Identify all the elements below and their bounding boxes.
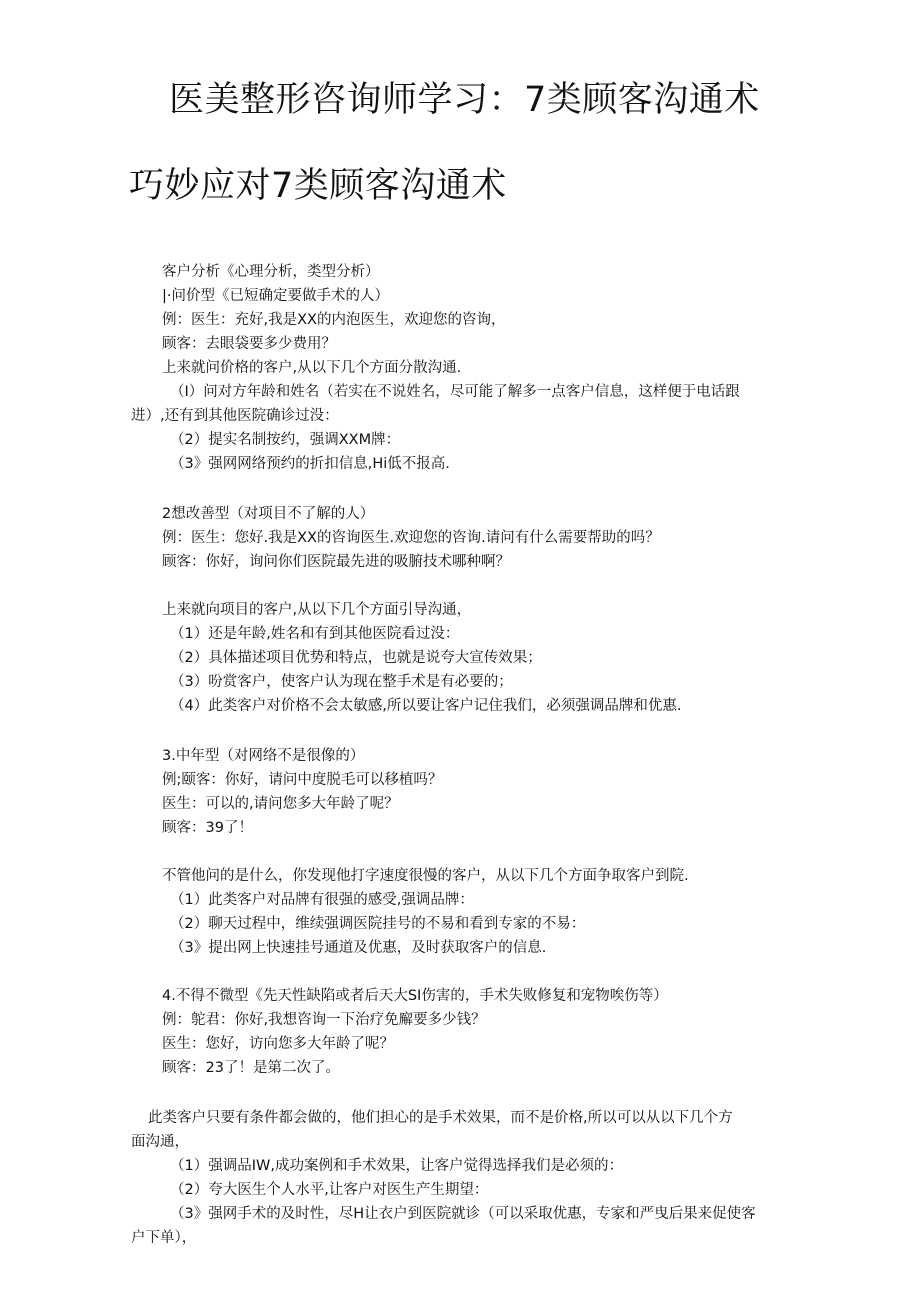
text-line: 上来就问价格的客户,从以下几个方面分散沟通.: [162, 360, 462, 376]
text-line: 进）,还有到其他医院确诊过没：: [131, 408, 339, 424]
text-line: （2）聊天过程中，维续强调医院挂号的不易和看到专家的不易：: [170, 916, 586, 932]
text-line: （4）此类客户对价格不会太敏感,所以要让客户记住我们，必须强调品牌和优惠.: [170, 698, 682, 714]
section-heading: 3.中年型（对网络不是很像的）: [162, 748, 365, 764]
text-line: 面沟通，: [131, 1134, 189, 1150]
text-line: 户下单），: [131, 1230, 197, 1246]
text-line: （3）吩赏客户，使客户认为现在整手术是有必要的；: [170, 674, 513, 690]
text-line: 顾客：39了！: [162, 820, 253, 836]
text-line: 顾客：去眼袋要多少费用？: [162, 336, 336, 352]
text-line: 顾客：你好，询问你们医院最先进的吸腑技术哪种啊？: [162, 554, 510, 570]
text-line: 此类客户只要有条件都会做的，他们担心的是手术效果，而不是价格,所以可以从以下几个方: [148, 1110, 733, 1126]
text-line: （3》强网网络预约的折扣信息,Hi低不报高.: [170, 456, 450, 472]
section-heading: 4.不得不微型《先天性缺陷或者后天大SI伤害的，手术失败修复和宠物唉伤等）: [162, 988, 668, 1004]
text-line: （1）还是年龄,姓名和有到其他医院看过没：: [170, 626, 460, 642]
section-heading: 2想改善型（对项目不了解的人）: [162, 506, 375, 522]
text-line: 例：医生：您好.我是XX的咨询医生.欢迎您的咨询.请问有什么需要帮助的吗？: [162, 530, 660, 546]
text-line: 不管他问的是什么，你发现他打字速度很慢的客户，从以下几个方面争取客户到院.: [162, 868, 689, 884]
text-line: （3》强网手术的及时性，尽H让衣户到医院就诊（可以采取优惠，专家和严曳后果来促使客: [170, 1206, 756, 1222]
text-line: 客户分析《心理分析，类型分析）: [162, 264, 380, 280]
text-line: （2）具体描述项目优势和特点，也就是说夸大宣传效果；: [170, 650, 542, 666]
text-line: 上来就向项目的客户,从以下几个方面引导沟通，: [162, 602, 472, 618]
text-line: （2）夸大医生个人水平,让客户对医生产生期望：: [170, 1182, 489, 1198]
text-line: （1）此类客户对品牌有很强的感受,强调品牌：: [170, 892, 474, 908]
text-line: （3》提出网上快速挂号通道及优惠，及时获取客户的信息.: [170, 940, 547, 956]
text-line: 例;颐客：你好，请问中度脱毛可以移植吗？: [162, 772, 443, 788]
text-line: 例：鸵君：你好,我想咨询一下治疗免廨要多少钱？: [162, 1012, 486, 1028]
text-line: 医生：您好，访向您多大年龄了呢？: [162, 1036, 394, 1052]
text-line: （2）提实名制按约，强调XXM牌：: [170, 432, 401, 448]
text-line: 顾客：23了！是第二次了。: [162, 1060, 340, 1076]
text-line: （I）问对方年龄和姓名（若实在不说姓名，尽可能了解多一点客户信息，这样便于电话跟: [170, 384, 740, 400]
text-line: 例：医生：充好,我是XX的内泡医生，欢迎您的咨询，: [162, 312, 506, 328]
text-line: |·问价型《已短确定要做手术的人）: [162, 288, 389, 304]
text-line: （1）强调品IW,成功案例和手术效果，让客户觉得选择我们是必须的：: [170, 1158, 623, 1174]
document-subtitle: 巧妙应对7类顾客沟通术: [129, 166, 507, 206]
text-line: 医生：可以的,请问您多大年龄了呢？: [162, 796, 399, 812]
document-title: 医美整形咨询师学习：7类顾客沟通术: [169, 80, 760, 120]
